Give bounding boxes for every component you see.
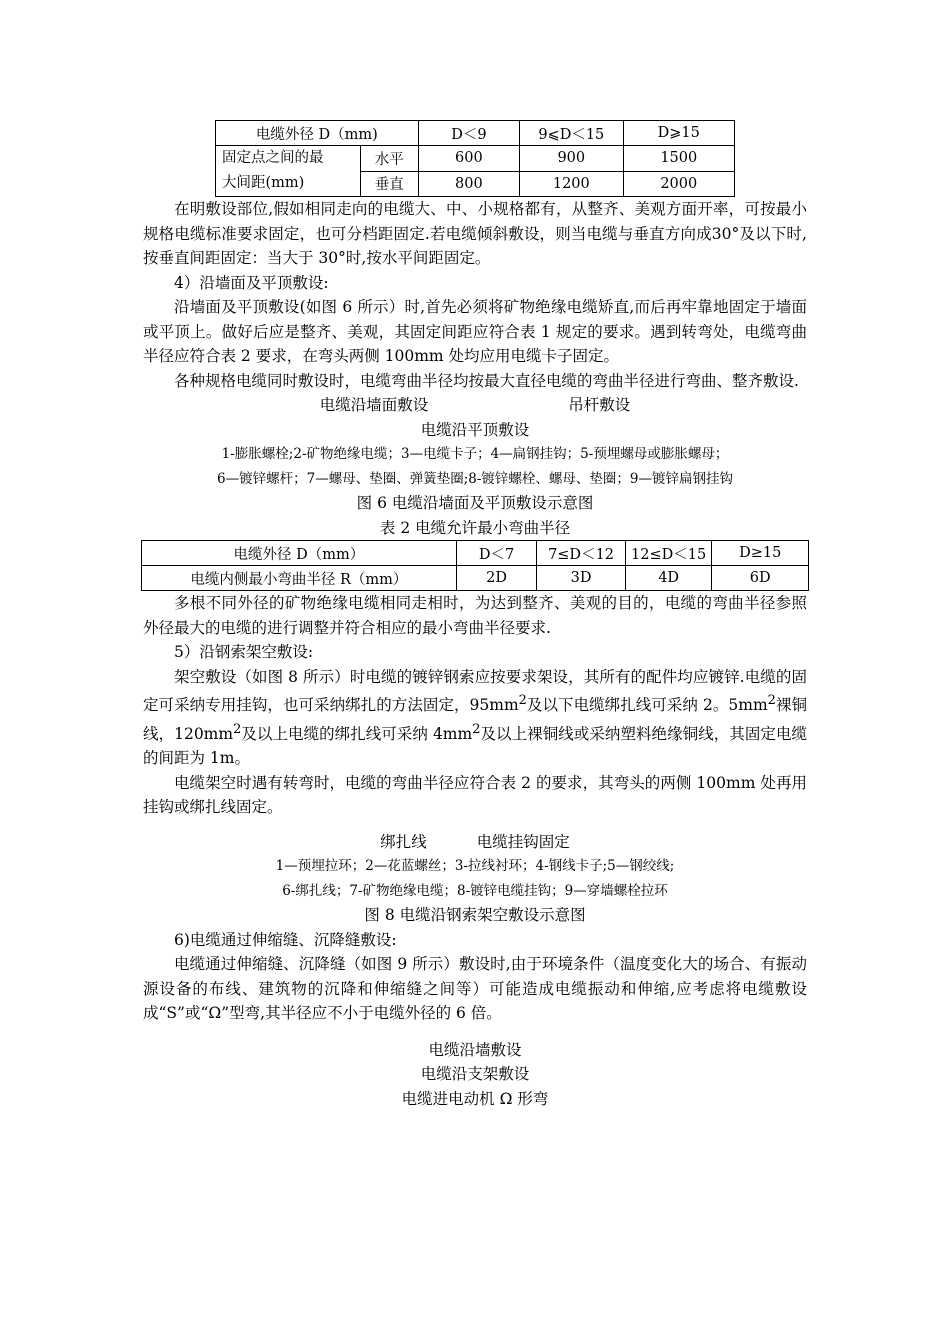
paragraph: 在明敷设部位,假如相同走向的电缆大、中、小规格都有，从整齐、美观方面开率，可按最小规格电缆标准要求固定，也可分档距固定.若电缆倾斜敷设，则当电缆与垂直方向成30°及以下时,按垂直间距固定：当大于 30°时,按水平间距固定。 — [143, 200, 807, 267]
text-run: 及以下电缆绑扎线可采纳 2。5mm — [526, 696, 768, 715]
table-cell: 800 — [418, 171, 519, 197]
table-header-cell: 9⩽D＜15 — [520, 121, 623, 146]
table-row — [142, 541, 809, 566]
document-page — [143, 120, 807, 1111]
table-cell: 4D — [625, 566, 712, 591]
text-run: 裸铜线，120mm — [143, 696, 807, 743]
table-cell: 600 — [418, 146, 519, 172]
table-cell: 900 — [520, 146, 623, 172]
table-cell: 2000 — [623, 171, 734, 197]
table-header-cell: D＜7 — [456, 541, 536, 566]
table-header-cell: 电缆外径 D（mm) — [216, 121, 419, 146]
table-header-cell: 电缆外径 D（mm） — [142, 541, 457, 566]
section-heading-6: 6)电缆通过伸缩缝、沉降缝敷设: — [174, 930, 397, 949]
table-header-cell: D⩾15 — [623, 121, 734, 146]
row-group-label — [216, 146, 361, 197]
fig6-label-wall: 电缆沿墙面敷设 — [319, 396, 429, 414]
table-row — [216, 121, 735, 146]
paragraph: 各种规格电缆同时敷设时，电缆弯曲半径均按最大直径电缆的弯曲半径进行弯曲、整齐敷设. — [174, 371, 799, 390]
section-heading-4: 4）沿墙面及平顶敷设: — [174, 273, 329, 292]
paragraph: 电缆架空时遇有转弯时，电缆的弯曲半径应符合表 2 的要求，其弯头的两侧 100mm 处再用挂钩或绑扎线固定。 — [143, 773, 807, 817]
table-1-fixing-spacing — [215, 120, 735, 197]
table-row — [142, 566, 809, 591]
superscript: 2 — [472, 721, 481, 737]
table-header-cell: D≥15 — [712, 541, 809, 566]
row-label-horizontal: 水平 — [360, 146, 418, 172]
paragraph: 电缆通过伸缩缝、沉降缝（如图 9 所示）敷设时,由于环境条件（温度变化大的场合、有振动源设备的布线、建筑物的沉降和伸缩缝之间等）可能造成电缆振动和伸缩,应考虑将电缆敷设成“S”或“Ω”型弯,其半径应不小于电缆外径的 6 倍。 — [143, 955, 807, 1023]
superscript: 2 — [767, 693, 776, 708]
table-2-caption: 表 2 电缆允许最小弯曲半径 — [379, 518, 571, 537]
table-cell: 1200 — [520, 171, 623, 197]
fig6-legend: 1-膨胀螺栓;2-矿物绝缘电缆；3—电缆卡子；4—扁钢挂钩；5-预埋螺母或膨胀螺母； — [221, 446, 729, 462]
text-run: 及以上裸铜线或采纳塑料绝缘铜线，其固定电缆的间距为 1m。 — [143, 724, 808, 768]
figure-8-caption: 图 8 电缆沿钢索架空敷设示意图 — [364, 906, 586, 925]
fig9-label-bracket: 电缆沿支架敷设 — [420, 1065, 530, 1084]
fig8-legend: 6-绑扎线；7-矿物绝缘电缆；8-镀锌电缆挂钩；9—穿墙螺栓拉环 — [282, 882, 668, 899]
fig8-label-hook: 电缆挂钩固定 — [476, 832, 570, 851]
table-header-cell: D＜9 — [418, 121, 519, 146]
table-cell: 3D — [537, 566, 626, 591]
fig9-label-motor: 电缆进电动机 Ω 形弯 — [401, 1089, 549, 1108]
table-header-cell: 12≤D＜15 — [625, 541, 712, 566]
figure-6-caption: 图 6 电缆沿墙面及平顶敷设示意图 — [356, 494, 594, 512]
superscript: 2 — [233, 721, 242, 737]
paragraph: 多根不同外径的矿物绝缘电缆相同走相时，为达到整齐、美观的目的，电缆的弯曲半径参照外径最大的电缆的进行调整并符合相应的最小弯曲半径要求. — [143, 594, 807, 637]
table-cell: 6D — [712, 566, 809, 591]
text-run: 架空敷设（如图 8 所示）时电缆的镀锌钢索应按要求架设，其所有的配件均应镀锌.电缆的固定可采纳专用挂钩，也可采纳绑扎的方法固定，95mm — [143, 667, 807, 715]
paragraph — [143, 665, 807, 771]
figure-8-labels — [143, 830, 807, 855]
table-cell: 2D — [456, 566, 536, 591]
section-heading-5: 5）沿钢索架空敷设: — [174, 643, 314, 661]
table-cell: 电缆内侧最小弯曲半径 R（mm） — [142, 566, 457, 591]
fig9-label-wall: 电缆沿墙敷设 — [428, 1040, 522, 1059]
fig8-label-binding: 绑扎线 — [380, 832, 427, 851]
fig6-label-ceiling: 电缆沿平顶敷设 — [420, 420, 530, 439]
table-cell: 1500 — [623, 146, 734, 172]
table-header-cell: 7≤D＜12 — [537, 541, 626, 566]
row-group-label-line2: 大间距(mm) — [222, 175, 305, 191]
fig8-legend: 1—预埋拉环；2—花蓝螺丝；3-拉线衬环；4-钢线卡子;5—钢绞线; — [275, 858, 675, 875]
table-2-bend-radius — [141, 540, 809, 591]
row-label-vertical: 垂直 — [360, 171, 418, 197]
text-run: 及以上电缆的绑扎线可采纳 4mm — [241, 724, 473, 743]
fig6-label-hanger: 吊杆敷设 — [568, 396, 631, 414]
figure-6-labels — [143, 393, 807, 418]
row-group-label-line1: 固定点之间的最 — [222, 150, 324, 166]
superscript: 2 — [518, 693, 527, 708]
paragraph: 沿墙面及平顶敷设(如图 6 所示）时,首先必须将矿物绝缘电缆矫直,而后再牢靠地固定于墙面或平顶上。做好后应是整齐、美观，其固定间距应符合表 1 规定的要求。遇到转弯处，电缆弯曲半径应符合表 2 要求，在弯头两侧 100mm 处均应用电缆卡子固定。 — [143, 298, 807, 365]
table-row — [216, 146, 735, 172]
fig6-legend: 6—镀锌螺杆；7—螺母、垫圈、弹簧垫圈;8-镀锌螺栓、螺母、垫圈；9—镀锌扁钢挂钩 — [217, 470, 733, 487]
